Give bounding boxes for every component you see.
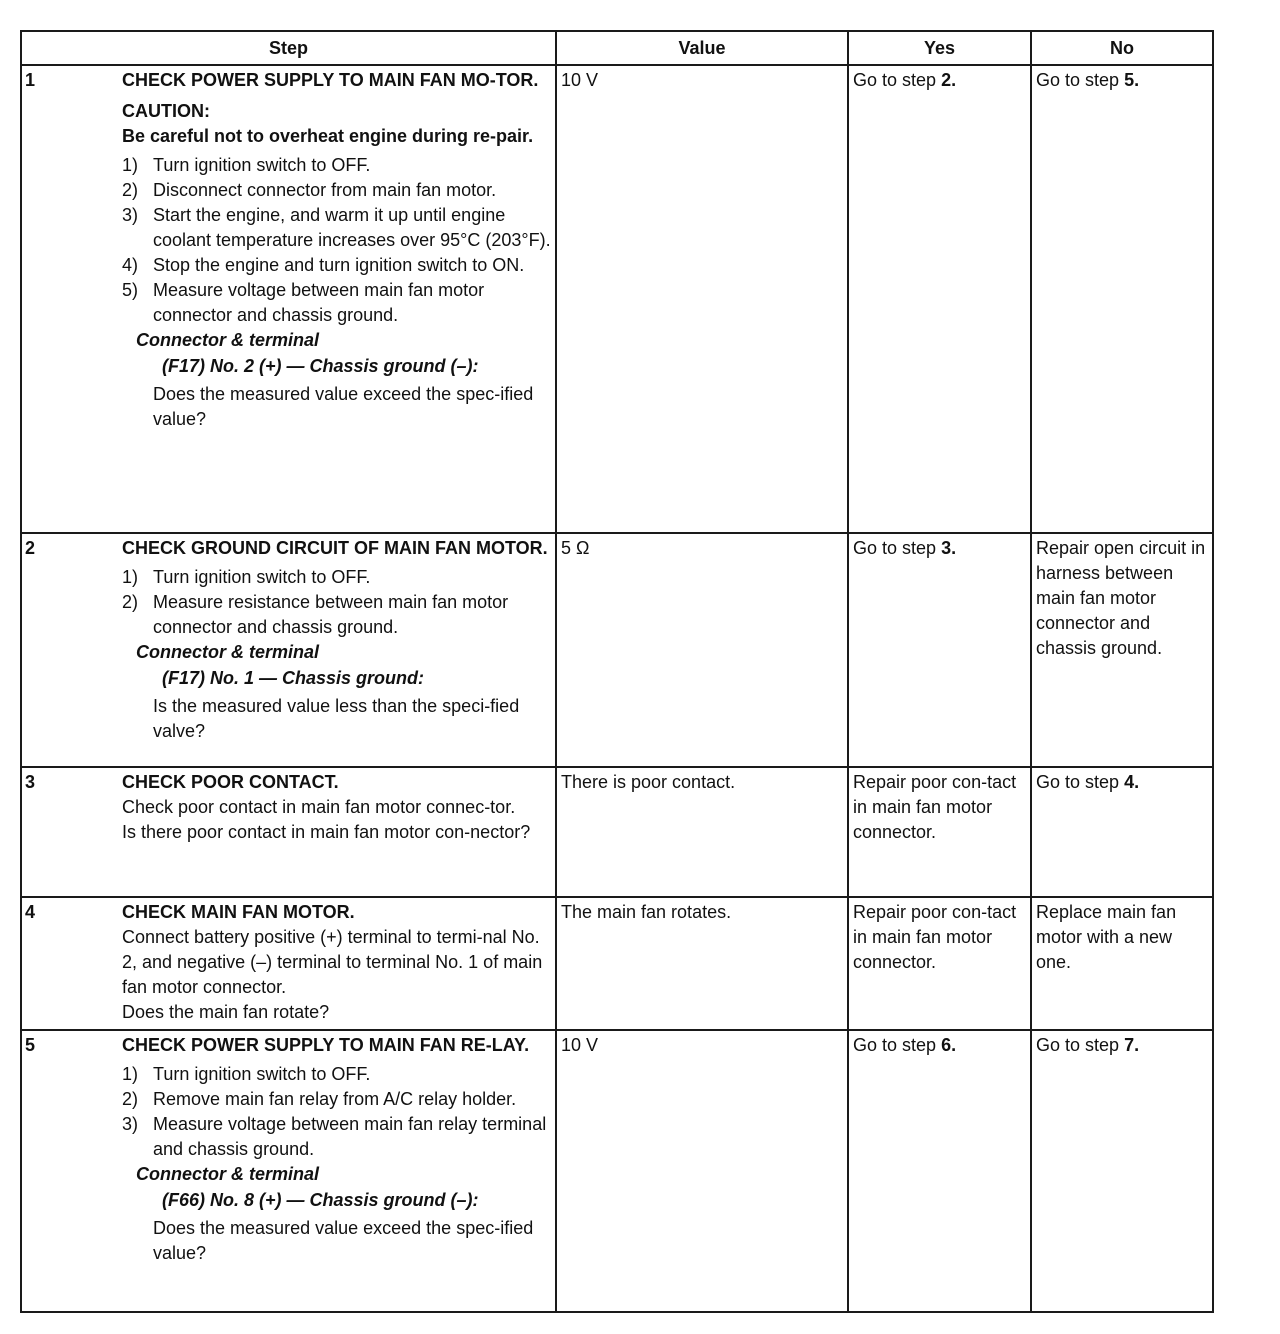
connector-detail: (F17) No. 1 — Chassis ground:: [162, 668, 425, 688]
item-number: 1): [122, 567, 139, 587]
list-item: [122, 178, 551, 203]
connector-label: Connector & terminal: [136, 330, 320, 350]
item-number: 2): [122, 592, 139, 612]
no-text: Go to step: [1036, 1035, 1125, 1055]
step-cell: [21, 1030, 556, 1312]
no-text: Go to step: [1036, 772, 1125, 792]
value-cell: 5 Ω: [556, 533, 848, 767]
table-row: [21, 65, 1213, 533]
step-cell: [21, 897, 556, 1030]
step-body: [122, 768, 555, 849]
item-text: Measure voltage between main fan motor connector and chassis ground.: [153, 280, 485, 325]
item-text: Turn ignition switch to OFF.: [153, 567, 371, 587]
step-title: CHECK POOR CONTACT.: [122, 772, 339, 792]
no-cell: [1031, 1030, 1213, 1312]
list-item: [122, 590, 551, 640]
item-text: Disconnect connector from main fan motor.: [153, 180, 497, 200]
header-yes: Yes: [848, 31, 1031, 65]
no-cell: Repair open circuit in harness between main fan motor connector and chassis ground.: [1031, 533, 1213, 767]
yes-text: Go to step: [853, 538, 942, 558]
item-text: Remove main fan relay from A/C relay holder.: [153, 1089, 517, 1109]
list-item: [122, 278, 551, 328]
step-cell: [21, 767, 556, 897]
item-number: 2): [122, 180, 139, 200]
list-item: [122, 1087, 551, 1112]
no-step-ref: 7.: [1124, 1035, 1140, 1055]
yes-cell: Repair poor con-tact in main fan motor connector.: [848, 897, 1031, 1030]
table-header-row: [21, 31, 1213, 65]
header-value: Value: [556, 31, 848, 65]
header-no: No: [1031, 31, 1213, 65]
item-number: 3): [122, 1114, 139, 1134]
yes-cell: Repair poor con-tact in main fan motor connector.: [848, 767, 1031, 897]
step-body: [122, 1031, 555, 1270]
step-number: 5: [25, 1035, 36, 1055]
item-number: 4): [122, 255, 139, 275]
step-number: 4: [25, 902, 36, 922]
table-row: [21, 767, 1213, 897]
step-instruction: Connect battery positive (+) terminal to termi-nal No. 2, and negative (–) terminal to terminal No. 1 of main fan motor connector.: [122, 927, 543, 997]
no-step-ref: 4.: [1124, 772, 1140, 792]
item-number: 5): [122, 280, 139, 300]
yes-step-ref: 2.: [941, 70, 957, 90]
no-step-ref: 5.: [1124, 70, 1140, 90]
item-number: 3): [122, 205, 139, 225]
step-cell: [21, 65, 556, 533]
header-step: Step: [21, 31, 556, 65]
value-cell: There is poor contact.: [556, 767, 848, 897]
item-text: Turn ignition switch to OFF.: [153, 155, 371, 175]
step-title: CHECK POWER SUPPLY TO MAIN FAN MO-TOR.: [122, 70, 539, 90]
step-title: CHECK POWER SUPPLY TO MAIN FAN RE-LAY.: [122, 1035, 530, 1055]
list-item: [122, 253, 551, 278]
list-item: [122, 565, 551, 590]
step-question: Is there poor contact in main fan motor con-nector?: [122, 822, 531, 842]
list-item: [122, 1062, 551, 1087]
caution-label: CAUTION:: [122, 101, 210, 121]
step-title: CHECK MAIN FAN MOTOR.: [122, 902, 355, 922]
value-cell: The main fan rotates.: [556, 897, 848, 1030]
yes-step-ref: 3.: [941, 538, 957, 558]
table-row: [21, 1030, 1213, 1312]
item-text: Turn ignition switch to OFF.: [153, 1064, 371, 1084]
item-number: 2): [122, 1089, 139, 1109]
yes-cell: [848, 65, 1031, 533]
list-item: [122, 1112, 551, 1162]
item-text: Measure resistance between main fan motor connector and chassis ground.: [153, 592, 509, 637]
table-row: [21, 533, 1213, 767]
connector-detail: (F66) No. 8 (+) — Chassis ground (–):: [162, 1190, 479, 1210]
list-item: [122, 153, 551, 178]
value-cell: 10 V: [556, 1030, 848, 1312]
connector-label: Connector & terminal: [136, 1164, 320, 1184]
caution-text: Be careful not to overheat engine during re-pair.: [122, 126, 534, 146]
step-number: 1: [25, 70, 36, 90]
yes-step-ref: 6.: [941, 1035, 957, 1055]
yes-cell: [848, 533, 1031, 767]
item-text: Start the engine, and warm it up until engine coolant temperature increases over 95°C (203°F).: [153, 205, 551, 250]
yes-cell: [848, 1030, 1031, 1312]
no-text: Go to step: [1036, 70, 1125, 90]
connector-label: Connector & terminal: [136, 642, 320, 662]
diagnostic-sheet: [20, 30, 1212, 1313]
no-cell: [1031, 767, 1213, 897]
step-body: [122, 898, 555, 1029]
procedure-list: [122, 1062, 551, 1162]
step-title: CHECK GROUND CIRCUIT OF MAIN FAN MOTOR.: [122, 538, 548, 558]
diagnostic-table: [20, 30, 1214, 1313]
item-number: 1): [122, 155, 139, 175]
no-cell: Replace main fan motor with a new one.: [1031, 897, 1213, 1030]
no-cell: [1031, 65, 1213, 533]
item-number: 1): [122, 1064, 139, 1084]
step-question: Does the measured value exceed the spec-ified value?: [153, 1218, 534, 1263]
table-row: [21, 897, 1213, 1030]
step-body: [122, 534, 555, 748]
procedure-list: [122, 153, 551, 328]
yes-text: Go to step: [853, 70, 942, 90]
step-question: Does the main fan rotate?: [122, 1002, 330, 1022]
step-body: [122, 66, 555, 436]
step-cell: [21, 533, 556, 767]
item-text: Stop the engine and turn ignition switch to ON.: [153, 255, 525, 275]
procedure-list: [122, 565, 551, 640]
value-cell: 10 V: [556, 65, 848, 533]
connector-detail: (F17) No. 2 (+) — Chassis ground (–):: [162, 356, 479, 376]
step-question: Does the measured value exceed the spec-ified value?: [153, 384, 534, 429]
yes-text: Go to step: [853, 1035, 942, 1055]
item-text: Measure voltage between main fan relay terminal and chassis ground.: [153, 1114, 547, 1159]
step-number: 3: [25, 772, 36, 792]
list-item: [122, 203, 551, 253]
step-number: 2: [25, 538, 36, 558]
step-question: Is the measured value less than the speci-fied valve?: [153, 696, 520, 741]
step-instruction: Check poor contact in main fan motor connec-tor.: [122, 797, 516, 817]
